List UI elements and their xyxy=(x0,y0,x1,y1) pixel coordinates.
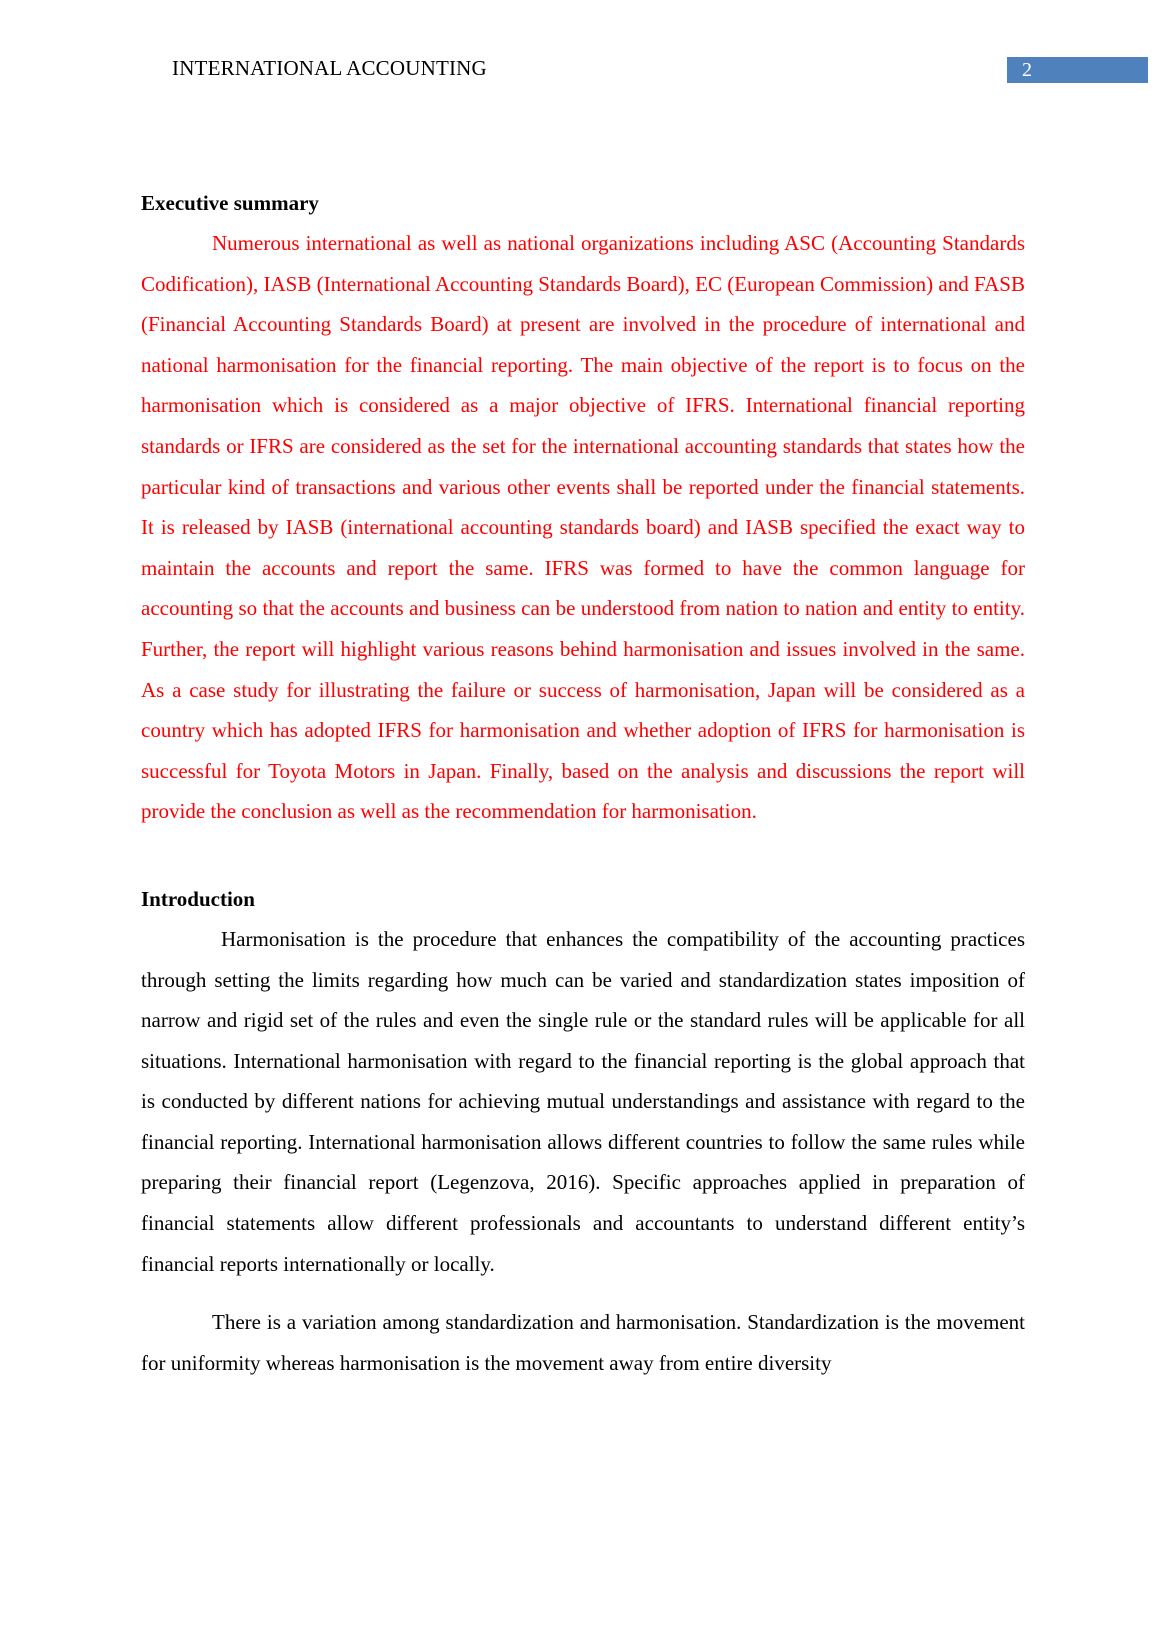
executive-summary-heading: Executive summary xyxy=(141,191,319,215)
document-body xyxy=(141,183,1025,1383)
introduction-paragraph-2: There is a variation among standardization and harmonisation. Standardization is the movement for uniformity whereas harmonisation is the movement away from entire diversity xyxy=(141,1310,1025,1375)
page-number-box xyxy=(1007,57,1148,83)
section-spacer xyxy=(141,832,1025,879)
running-header-title: INTERNATIONAL ACCOUNTING xyxy=(172,56,487,80)
introduction-paragraph-1: Harmonisation is the procedure that enhances the compatibility of the accounting practices through setting the limits regarding how much can be varied and standardization states imposition of narrow and rigid set of the rules and even the single rule or the standard rules will be applicable for all situations. International harmonisation with regard to the financial reporting is the global approach that is conducted by different nations for achieving mutual understandings and assistance with regard to the financial reporting. International harmonisation allows different countries to follow the same rules while preparing their financial report (Legenzova, 2016). Specific approaches applied in preparation of financial statements allow different professionals and accountants to understand different entity’s financial reports internationally or locally. xyxy=(141,926,1025,1276)
page-number: 2 xyxy=(1022,59,1032,81)
executive-summary-paragraph: Numerous international as well as national organizations including ASC (Accounting Standards Codification), IASB (International Accounting Standards Board), EC (European Commission) and FASB (Financial Accounting Standards Board) at present are involved in the procedure of international and national harmonisation for the financial reporting. The main objective of the report is to focus on the harmonisation which is considered as a major objective of IFRS. International financial reporting standards or IFRS are considered as the set for the international accounting standards that states how the particular kind of transactions and various other events shall be reported under the financial statements. It is released by IASB (international accounting standards board) and IASB specified the exact way to maintain the accounts and report the same. IFRS was formed to have the common language for accounting so that the accounts and business can be understood from nation to nation and entity to entity. Further, the report will highlight various reasons behind harmonisation and issues involved in the same. As a case study for illustrating the failure or success of harmonisation, Japan will be considered as a country which has adopted IFRS for harmonisation and whether adoption of IFRS for harmonisation is successful for Toyota Motors in Japan. Finally, based on the analysis and discussions the report will provide the conclusion as well as the recommendation for harmonisation. xyxy=(141,231,1025,824)
introduction-heading: Introduction xyxy=(141,886,255,911)
